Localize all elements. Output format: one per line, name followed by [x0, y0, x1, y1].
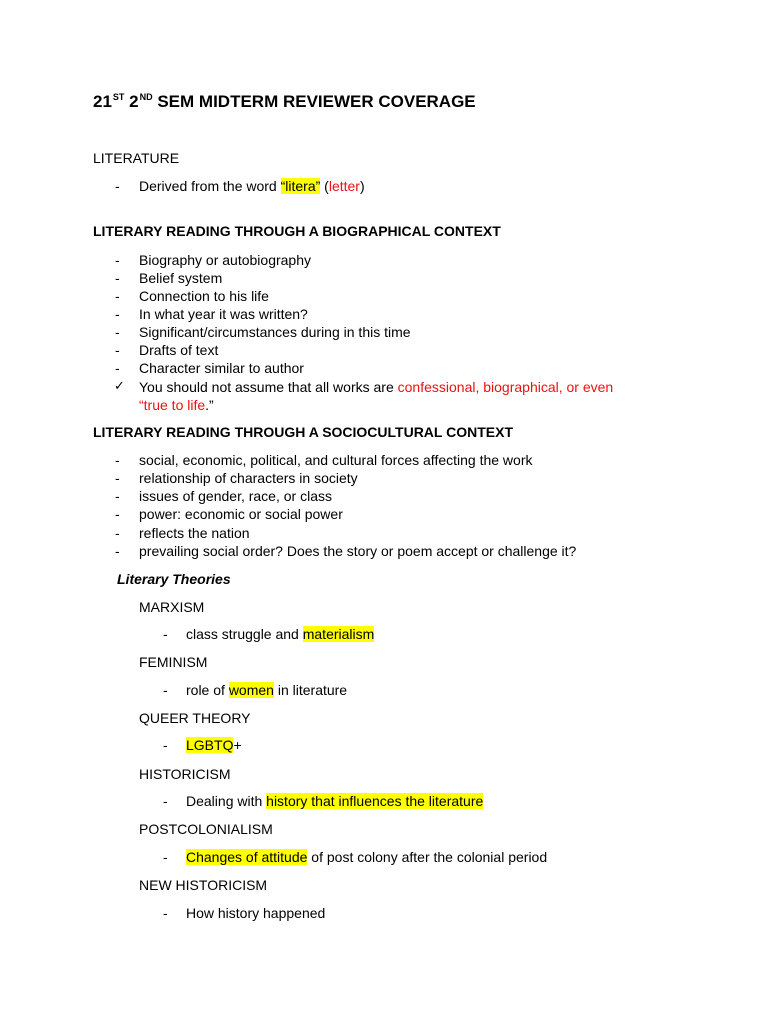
- list-item: Connection to his life: [139, 288, 269, 304]
- theory-historicism: HISTORICISM: [139, 766, 231, 782]
- list-item: Drafts of text: [139, 342, 219, 358]
- theory-queer: QUEER THEORY: [139, 710, 251, 726]
- list-item: Significant/circumstances during in this time: [139, 324, 411, 340]
- theory-queer-desc: LGBTQ+: [186, 737, 242, 753]
- literature-definition: Derived from the word “litera” (letter): [139, 178, 365, 194]
- bullet-dash: -: [115, 288, 120, 304]
- list-item: In what year it was written?: [139, 306, 308, 322]
- bullet-dash: -: [115, 324, 120, 340]
- bullet-dash: -: [115, 178, 120, 194]
- bullet-dash: -: [163, 737, 168, 753]
- theory-marxism-desc: class struggle and materialism: [186, 626, 375, 642]
- list-item: relationship of characters in society: [139, 470, 358, 486]
- bullet-dash: -: [163, 905, 168, 921]
- theory-historicism-desc: Dealing with history that influences the literature: [186, 793, 484, 809]
- theory-postcolonialism-desc: Changes of attitude of post colony after the colonial period: [186, 849, 548, 865]
- sociocultural-heading: LITERARY READING THROUGH A SOCIOCULTURAL CONTEXT: [93, 424, 513, 440]
- list-item: prevailing social order? Does the story or poem accept or challenge it?: [139, 543, 577, 559]
- list-item: power: economic or social power: [139, 506, 343, 522]
- theory-marxism: MARXISM: [139, 599, 205, 615]
- list-item-note: You should not assume that all works are confessional, biographical, or even: [139, 379, 614, 395]
- bullet-dash: -: [115, 543, 120, 559]
- bullet-dash: -: [115, 252, 120, 268]
- theories-heading: Literary Theories: [117, 571, 231, 587]
- bullet-dash: -: [115, 342, 120, 358]
- bullet-dash: -: [115, 306, 120, 322]
- bullet-dash: -: [115, 470, 120, 486]
- bullet-dash: -: [115, 506, 120, 522]
- literature-heading: LITERATURE: [93, 150, 180, 166]
- bullet-dash: -: [163, 682, 168, 698]
- list-item: issues of gender, race, or class: [139, 488, 332, 504]
- bullet-dash: -: [115, 488, 120, 504]
- theory-feminism: FEMINISM: [139, 654, 208, 670]
- list-item: Character similar to author: [139, 360, 304, 376]
- bullet-dash: -: [115, 360, 120, 376]
- list-item: social, economic, political, and cultural forces affecting the work: [139, 452, 533, 468]
- bullet-dash: -: [115, 270, 120, 286]
- theory-newhistoricism-desc: How history happened: [186, 905, 326, 921]
- list-item-note-cont: “true to life.”: [139, 397, 214, 413]
- theory-feminism-desc: role of women in literature: [186, 682, 348, 698]
- bullet-dash: -: [163, 626, 168, 642]
- page-title: 21ST 2ND SEM MIDTERM REVIEWER COVERAGE: [93, 92, 476, 111]
- bullet-dash: -: [163, 793, 168, 809]
- list-item: Belief system: [139, 270, 223, 286]
- theory-postcolonialism: POSTCOLONIALISM: [139, 821, 273, 837]
- biographical-heading: LITERARY READING THROUGH A BIOGRAPHICAL CONTEXT: [93, 223, 501, 239]
- list-item: reflects the nation: [139, 525, 250, 541]
- theory-newhistoricism: NEW HISTORICISM: [139, 877, 268, 893]
- bullet-dash: -: [115, 452, 120, 468]
- bullet-dash: -: [163, 849, 168, 865]
- check-icon: ✓: [114, 378, 125, 393]
- list-item: Biography or autobiography: [139, 252, 312, 268]
- bullet-dash: -: [115, 525, 120, 541]
